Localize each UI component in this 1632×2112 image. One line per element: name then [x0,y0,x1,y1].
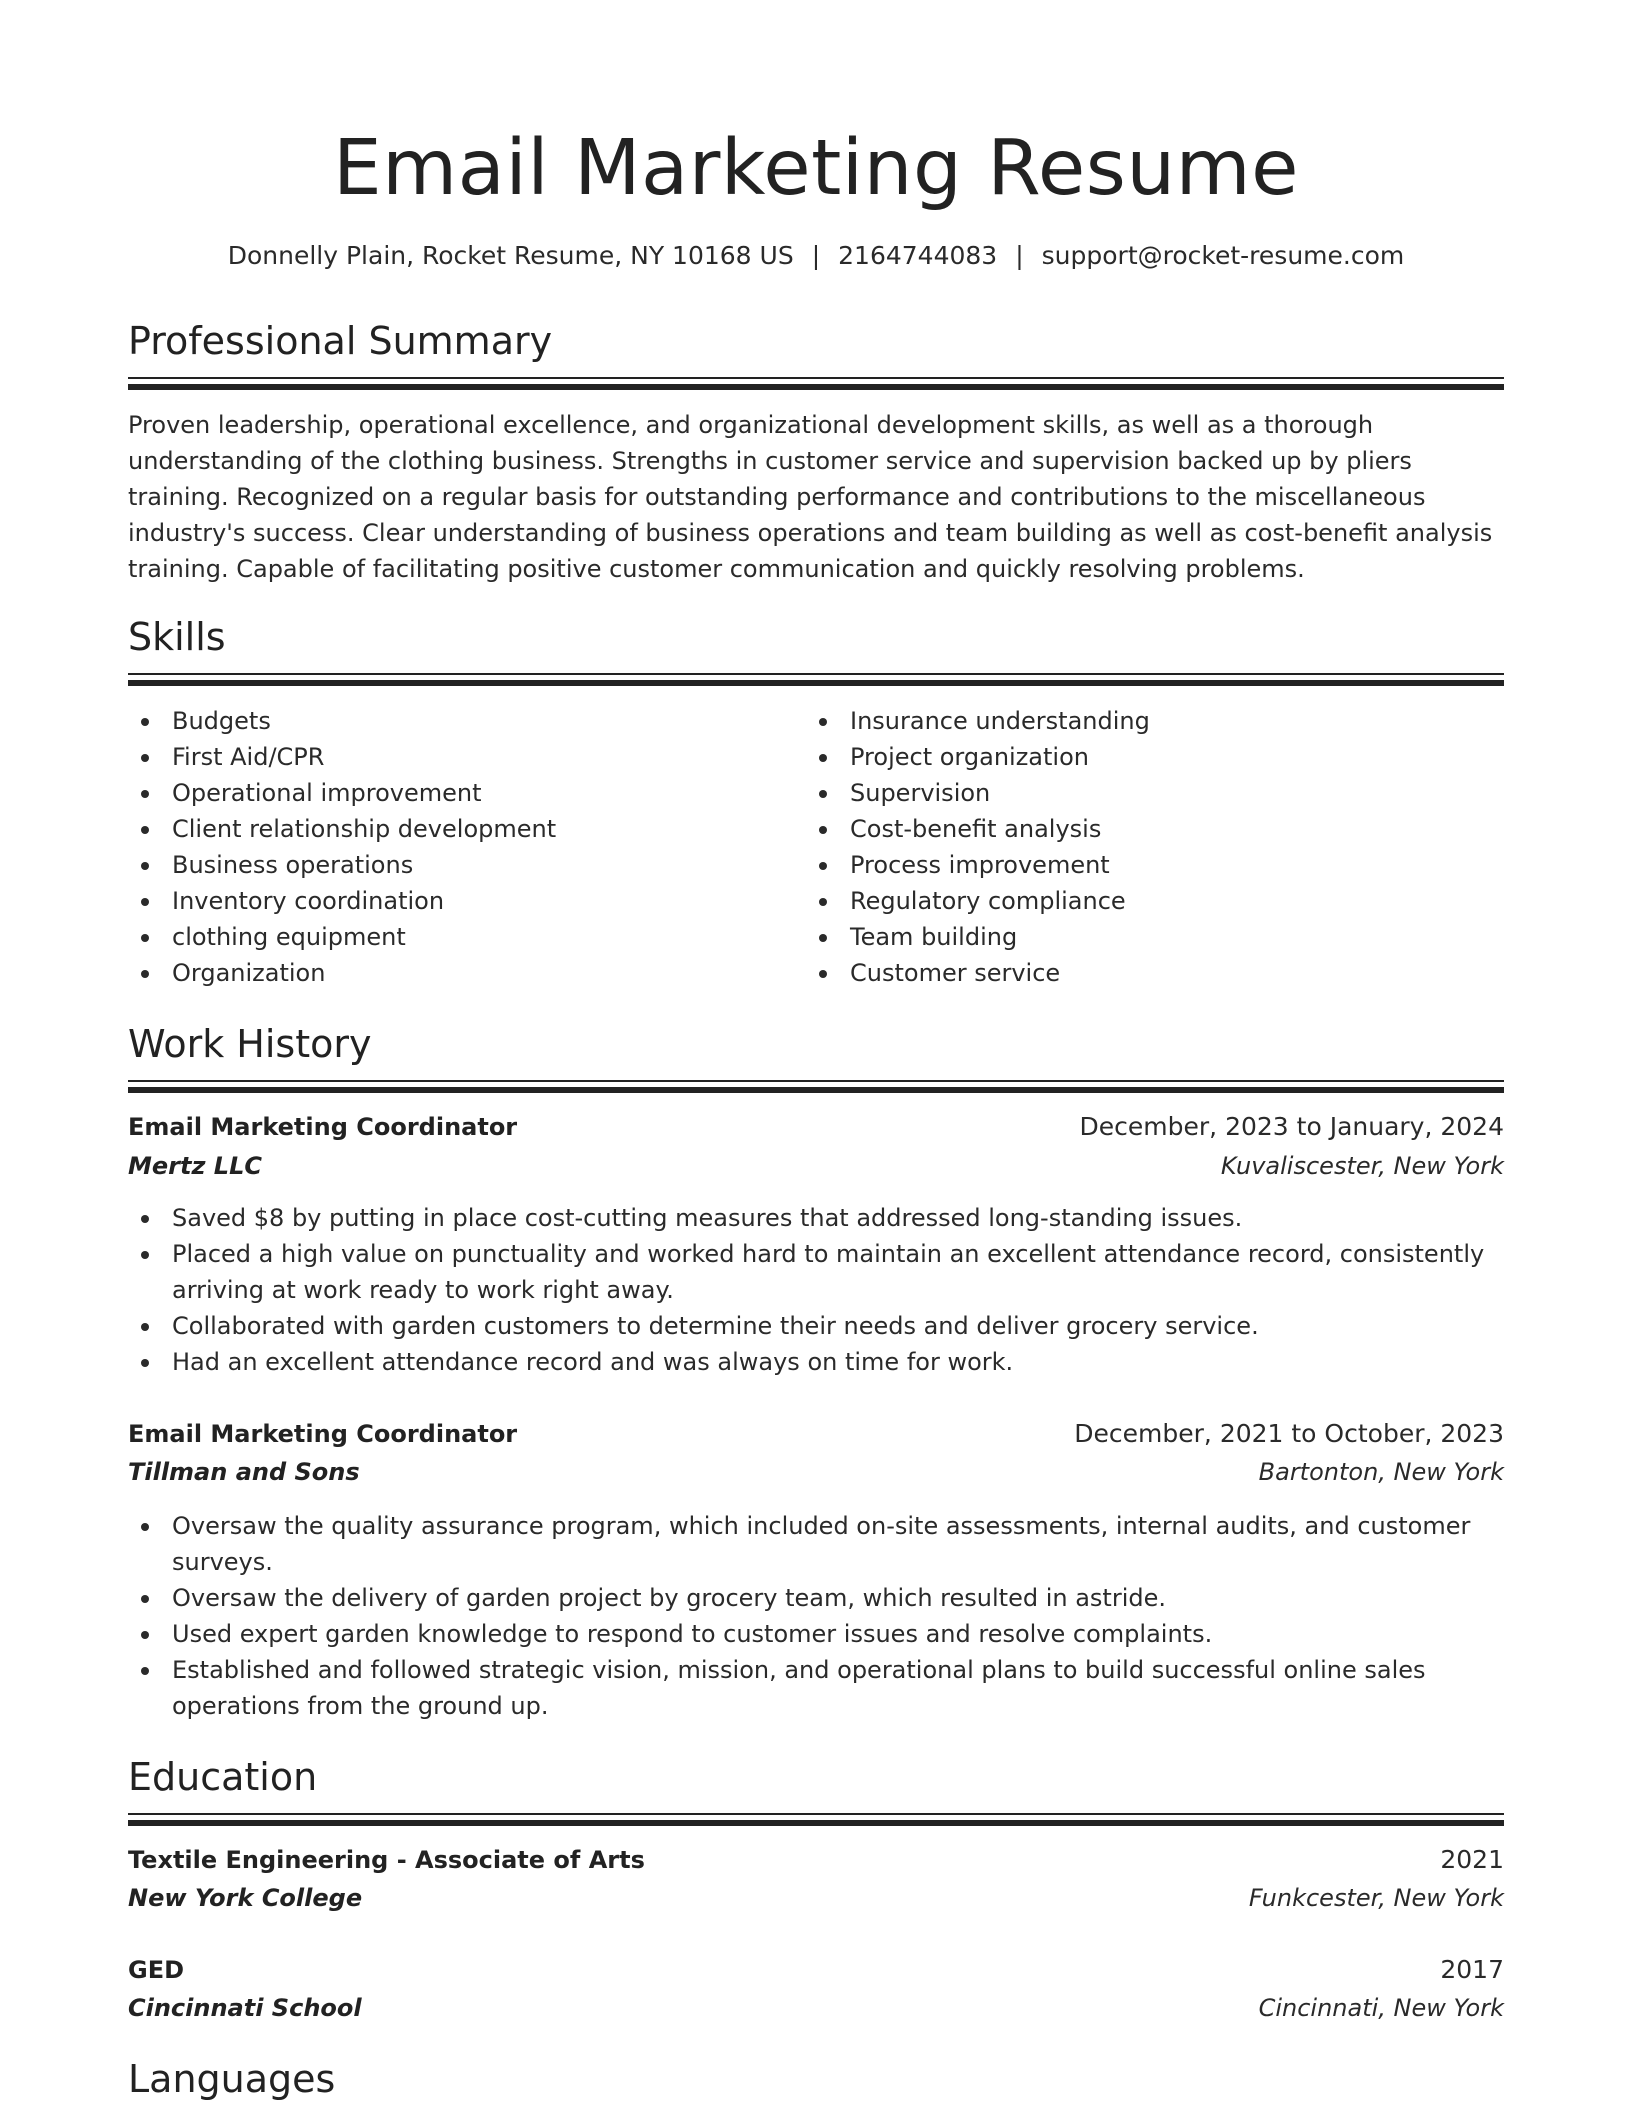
skill-item: Organization [128,955,768,991]
section-divider [128,377,1504,390]
job-location: Kuvaliscester, New York [1220,1152,1504,1180]
job-bullet: Saved $8 by putting in place cost-cutting measures that addressed long-standing issues. [128,1200,1504,1236]
skill-item: Customer service [806,955,1446,991]
job-dates: December, 2023 to January, 2024 [1079,1112,1504,1141]
job-bullet: Oversaw the delivery of garden project by grocery team, which resulted in astride. [128,1580,1504,1616]
section-heading-summary: Professional Summary [128,319,553,363]
skill-item: Budgets [128,703,768,739]
section-divider [128,673,1504,686]
languages-section [128,2055,1504,2103]
job-header [128,1415,1504,1453]
skill-item: Process improvement [806,847,1446,883]
job-company: Tillman and Sons [128,1458,360,1486]
section-divider [128,1080,1504,1093]
education-section [128,1753,1504,1801]
job-title: Email Marketing Coordinator [128,1420,518,1448]
skill-item: Regulatory compliance [806,883,1446,919]
job-company: Mertz LLC [128,1152,262,1180]
contact-email[interactable]: support@rocket-resume.com [1041,241,1405,270]
contact-line [128,238,1504,274]
skill-item: First Aid/CPR [128,739,768,775]
job-bullet: Used expert garden knowledge to respond to customer issues and resolve complaints. [128,1616,1504,1652]
work-section [128,1020,1504,1068]
education-subheader [128,1989,1504,2027]
skill-item: clothing equipment [128,919,768,955]
section-heading-languages: Languages [128,2057,336,2101]
skill-item: Operational improvement [128,775,768,811]
contact-separator: | [811,241,821,270]
skills-section [128,613,1504,661]
job-dates: December, 2021 to October, 2023 [1074,1419,1504,1448]
job-subheader [128,1147,1504,1185]
job-bullets [128,1200,1504,1380]
job-location: Bartonton, New York [1258,1458,1504,1486]
summary-text: Proven leadership, operational excellence, and organizational development skills, as well as a thorough understanding of the clothing business. Strengths in customer service and supervision backed up by pliers training. Recognized on a regular basis for outstanding performance and contributions to the miscellaneous industry's success. Clear understanding of business operations and team building as well as cost-benefit analysis training. Capable of facilitating positive customer communication and quickly resolving problems. [128,411,1493,583]
contact-phone: 2164744083 [838,241,998,270]
education-degree: Textile Engineering - Associate of Arts [128,1846,645,1874]
skills-list-left [128,703,768,991]
education-subheader [128,1879,1504,1917]
resume-page [128,0,1504,2112]
education-degree: GED [128,1956,185,1984]
education-school: Cincinnati School [128,1994,362,2022]
skill-item: Project organization [806,739,1446,775]
job-bullet: Established and followed strategic vision, mission, and operational plans to build successful online sales operations from the ground up. [128,1652,1504,1724]
job-header [128,1108,1504,1146]
job-bullet: Placed a high value on punctuality and worked hard to maintain an excellent attendance record, consistently arriving at work ready to work right away. [128,1236,1504,1308]
education-location: Funkcester, New York [1248,1884,1504,1912]
education-location: Cincinnati, New York [1258,1994,1504,2022]
skill-item: Cost-benefit analysis [806,811,1446,847]
skill-item: Insurance understanding [806,703,1446,739]
section-divider [128,1813,1504,1826]
job-bullet: Collaborated with garden customers to determine their needs and deliver grocery service. [128,1308,1504,1344]
contact-separator: | [1015,241,1024,270]
contact-address: Donnelly Plain, Rocket Resume, NY 10168 US [227,241,794,270]
skills-list-right [806,703,1446,991]
skill-item: Client relationship development [128,811,768,847]
section-heading-education: Education [128,1755,318,1799]
job-bullets [128,1508,1504,1724]
section-heading-work: Work History [128,1022,372,1066]
skill-item: Supervision [806,775,1446,811]
education-year: 2017 [1440,1955,1504,1984]
job-bullet: Oversaw the quality assurance program, which included on-site assessments, internal audits, and customer surveys. [128,1508,1504,1580]
education-school: New York College [128,1884,363,1912]
section-heading-skills: Skills [128,615,226,659]
job-title: Email Marketing Coordinator [128,1113,518,1141]
skill-item: Business operations [128,847,768,883]
job-bullet: Had an excellent attendance record and was always on time for work. [128,1344,1504,1380]
job-subheader [128,1453,1504,1491]
education-year: 2021 [1440,1845,1504,1874]
skill-item: Team building [806,919,1446,955]
education-header [128,1951,1504,1989]
summary-section [128,317,1504,365]
skill-item: Inventory coordination [128,883,768,919]
resume-title: Email Marketing Resume [332,124,1300,213]
education-header [128,1841,1504,1879]
